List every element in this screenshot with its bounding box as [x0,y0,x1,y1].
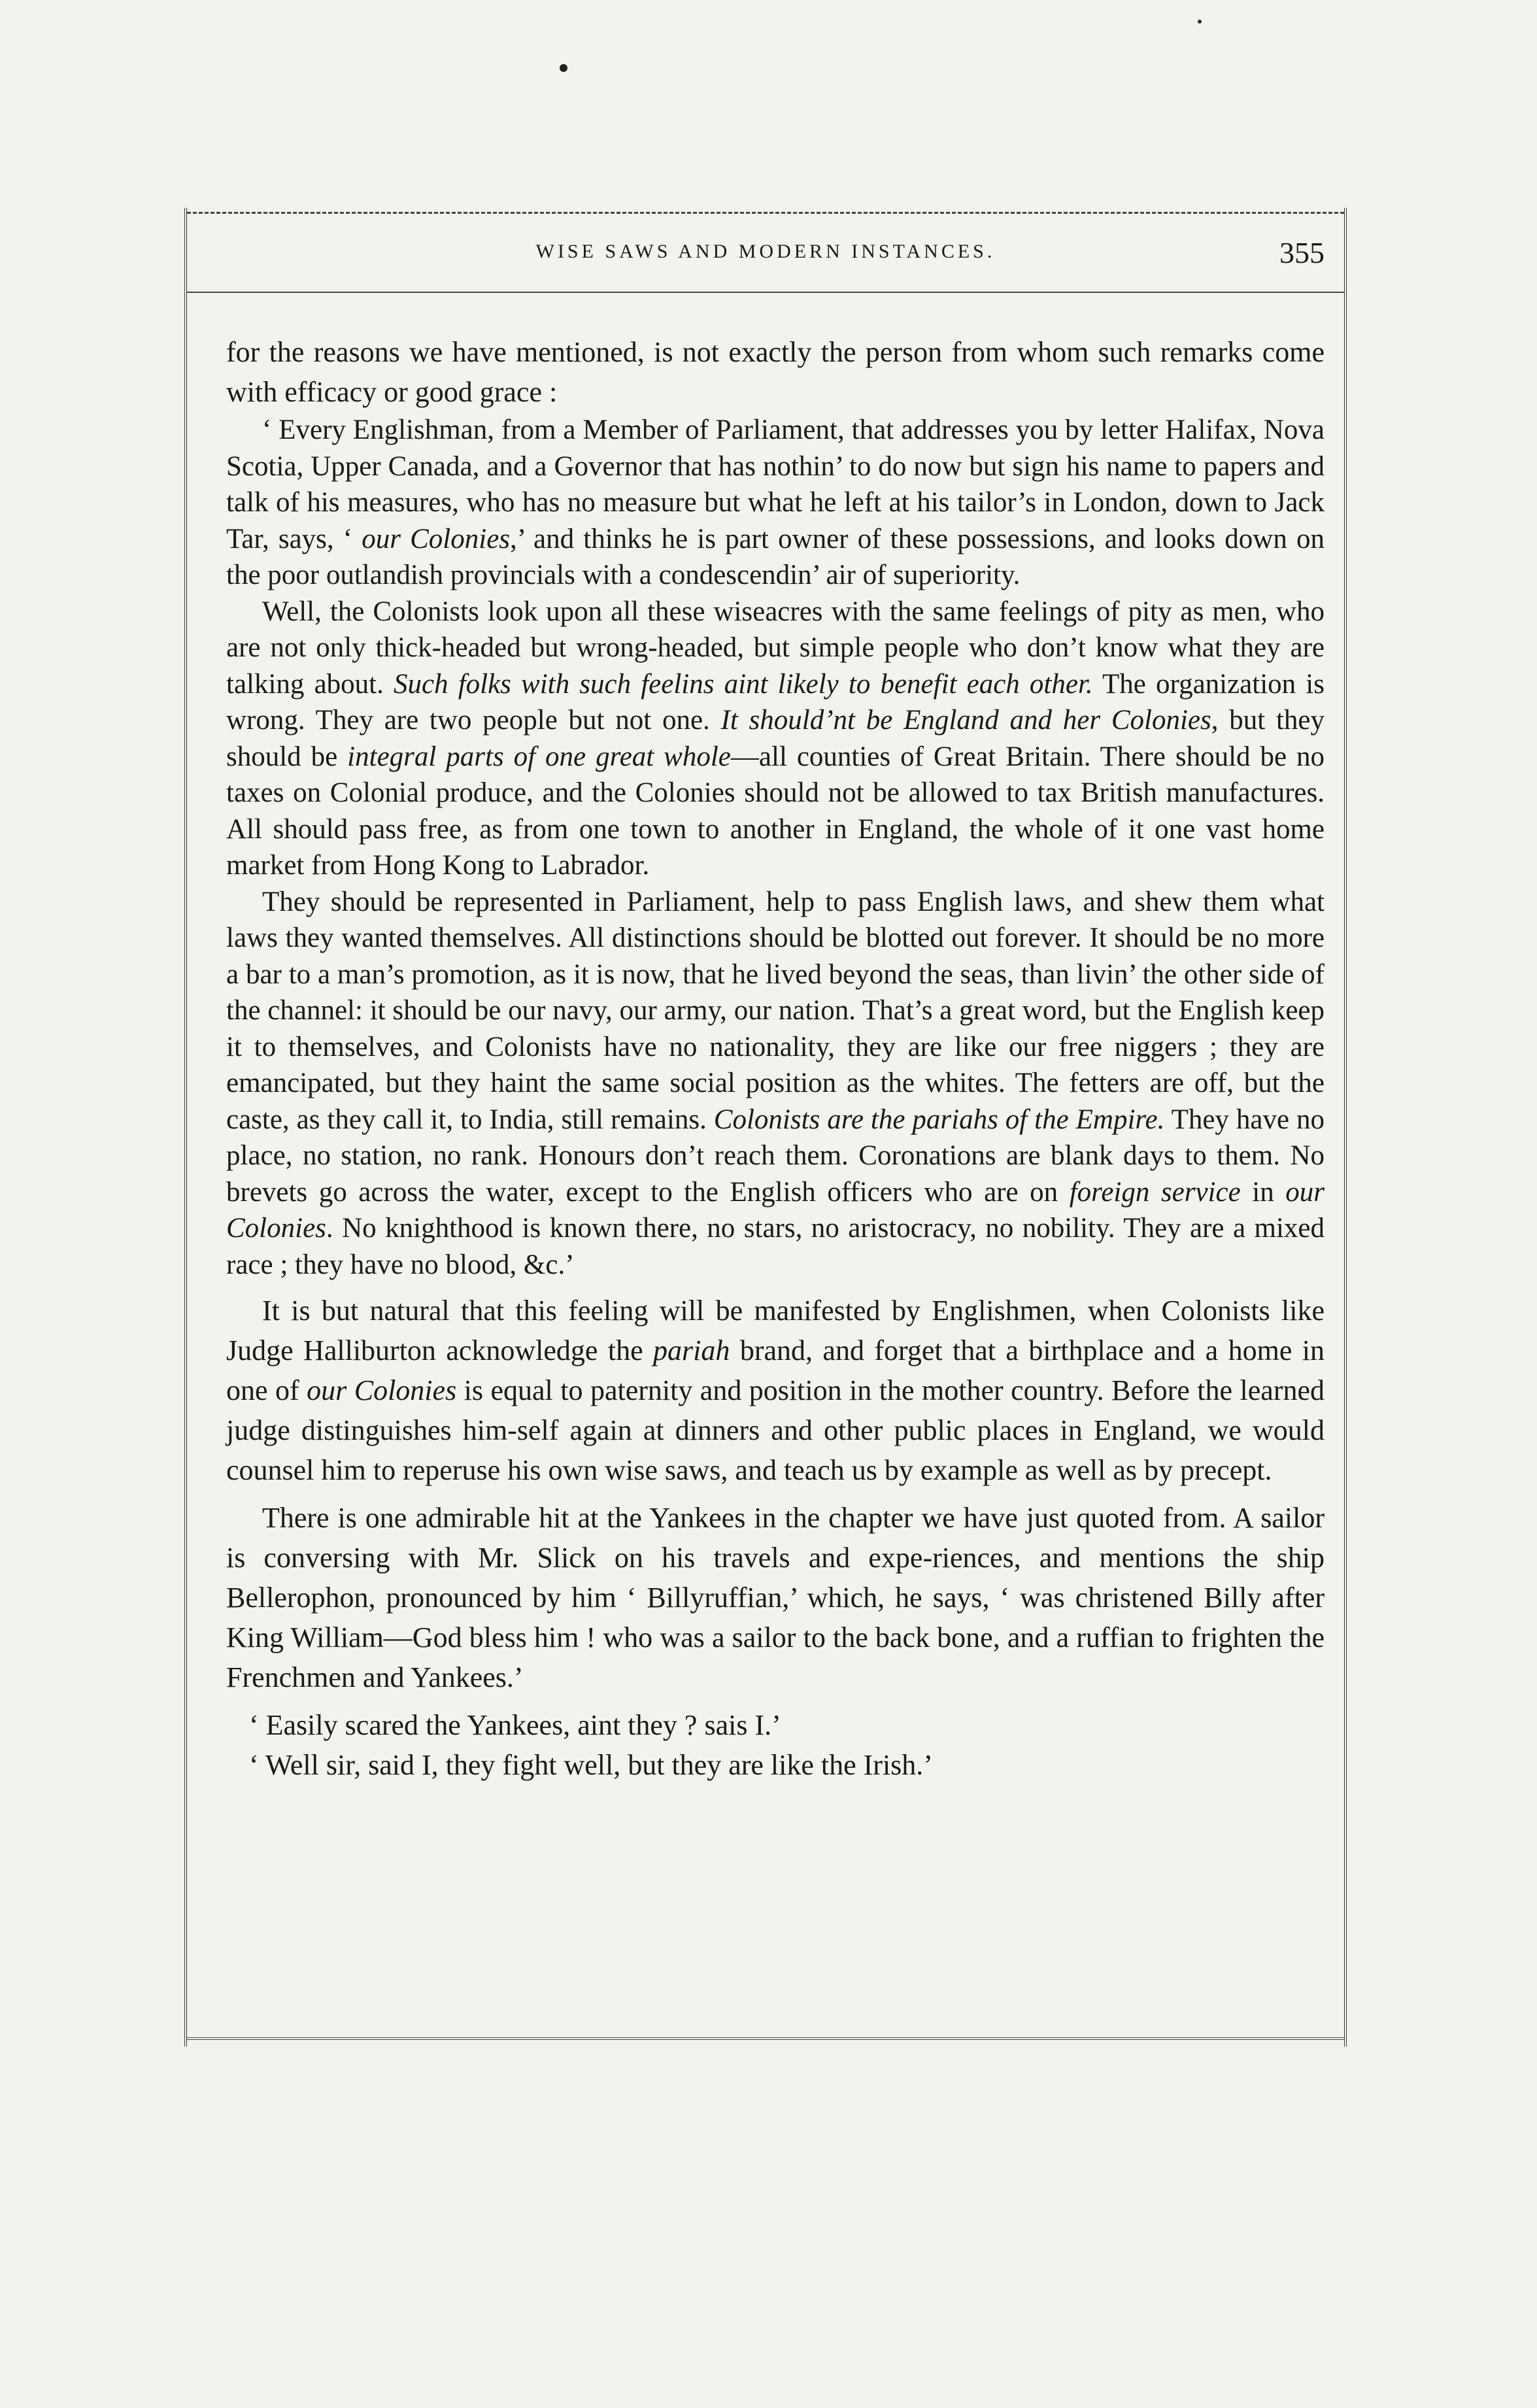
italic-text: our Colonies [307,1374,457,1406]
page-frame [184,208,1347,2046]
text-run: . No knighthood is known there, no stars, no aristocracy, no nobility. They are a mixed race ; they have no blood, &c.’ [226,1213,1325,1280]
italic-text: our Colonies [362,523,511,554]
page-number: 355 [1279,236,1325,269]
text-run: There is one admirable hit at the Yankees in the chapter we have just quoted from. A sailor is conversing with Mr. Slick on his travels and expe-riences, and mentions the ship Bellerophon, pronounced by him ‘ Billyruffian,’ which, he says, ‘ was christened Billy after King William—God bless him ! who was a sailor to the back bone, and a ruffian to frighten the Frenchmen and Yankees.’ [226,1502,1325,1693]
paragraph [226,1705,1325,1745]
italic-text: integral parts of one great whole [347,741,731,772]
text-run: Well, the Colonists look upon all these wiseacres with the same feelings of pity as men, who are not only thick-headed but wrong-headed, but simple people who don’t know what they are talking about. [226,596,1325,700]
print-speck [560,64,567,72]
italic-text: foreign service [1069,1176,1241,1208]
paragraph [226,884,1325,1283]
text-run: ,’ and thinks he is part owner of these possessions, and looks down on the poor outlandish provincials with a condescendin’ air of superiority. [226,523,1325,590]
running-head [187,236,1344,280]
print-speck [1198,20,1202,24]
paragraph [226,332,1325,412]
text-run: in [1240,1176,1286,1208]
paragraph [226,1291,1325,1490]
text-run: They have no place, no station, no rank. Honours don’t reach them. Coronations are blank days to them. No brevets go across the water, except to the English officers who are on [226,1104,1325,1208]
running-title: WISE SAWS AND MODERN INSTANCES. [535,241,996,262]
text-run: is equal to paternity and position in the mother country. Before the learned judge distinguishes him-self again at dinners and other public places in England, we would counsel him to reperuse his own wise saws, and teach us by example as well as by precept. [226,1374,1325,1486]
text-run: for the reasons we have mentioned, is not exactly the person from whom such remarks come with efficacy or good grace : [226,336,1325,408]
italic-text: It should’nt be England and her Colonies [720,705,1211,736]
top-border-rule [187,212,1344,214]
text-run: It is but natural that this feeling will be manifested by Englishmen, when Colonists like Judge Halliburton acknowledge the [226,1295,1325,1366]
text-run: ‘ Every Englishman, from a Member of Parliament, that addresses you by letter Halifax, Nova Scotia, Upper Canada, and a Governor that has nothin’ to do now but sign his name to papers and talk of his measures, who has no measure but what he left at his tailor’s in London, down to Jack Tar, says, ‘ [226,415,1325,554]
text-run: They should be represented in Parliament, help to pass English laws, and shew them what laws they wanted themselves. All distinctions should be blotted out forever. It should be no more a bar to a man’s promotion, as it is now, that he lived beyond the seas, than livin’ the other side of the channel: it should be our navy, our army, our nation. That’s a great word, but the English keep it to themselves, and Colonists have no nationality, they are like our free niggers ; they are emancipated, but they haint the same social position as the whites. The fetters are off, but the caste, as they call it, to India, still remains. [226,886,1325,1135]
text-run: , but they should be [226,705,1325,772]
paragraph [226,1745,1325,1785]
text-run: The organization is wrong. They are two people but not one. [226,668,1325,736]
paragraph [226,412,1325,594]
text-run: brand, and forget that a birthplace and a home in one of [226,1334,1325,1406]
text-run: ‘ Well sir, said I, they fight well, but they are like the Irish.’ [249,1749,933,1781]
text-run: —all counties of Great Britain. There should be no taxes on Colonial produce, and the Colonies should not be allowed to tax British manufactures. All should pass free, as from one town to another in England, the whole of it one vast home market from Hong Kong to Labrador. [226,741,1325,881]
text-run: ‘ Easily scared the Yankees, aint they ? sais I.’ [249,1709,781,1741]
italic-text: our Colonies [226,1176,1325,1244]
italic-text: Colonists are the pariahs of the Empire. [713,1104,1165,1135]
paragraph [226,594,1325,884]
bottom-border-rule [187,2037,1344,2040]
italic-text: pariah [653,1334,730,1366]
header-rule [187,292,1344,293]
body-text [226,332,1325,1785]
paragraph [226,1498,1325,1697]
italic-text: Such folks with such feelins aint likely to benefit each other. [393,668,1093,700]
